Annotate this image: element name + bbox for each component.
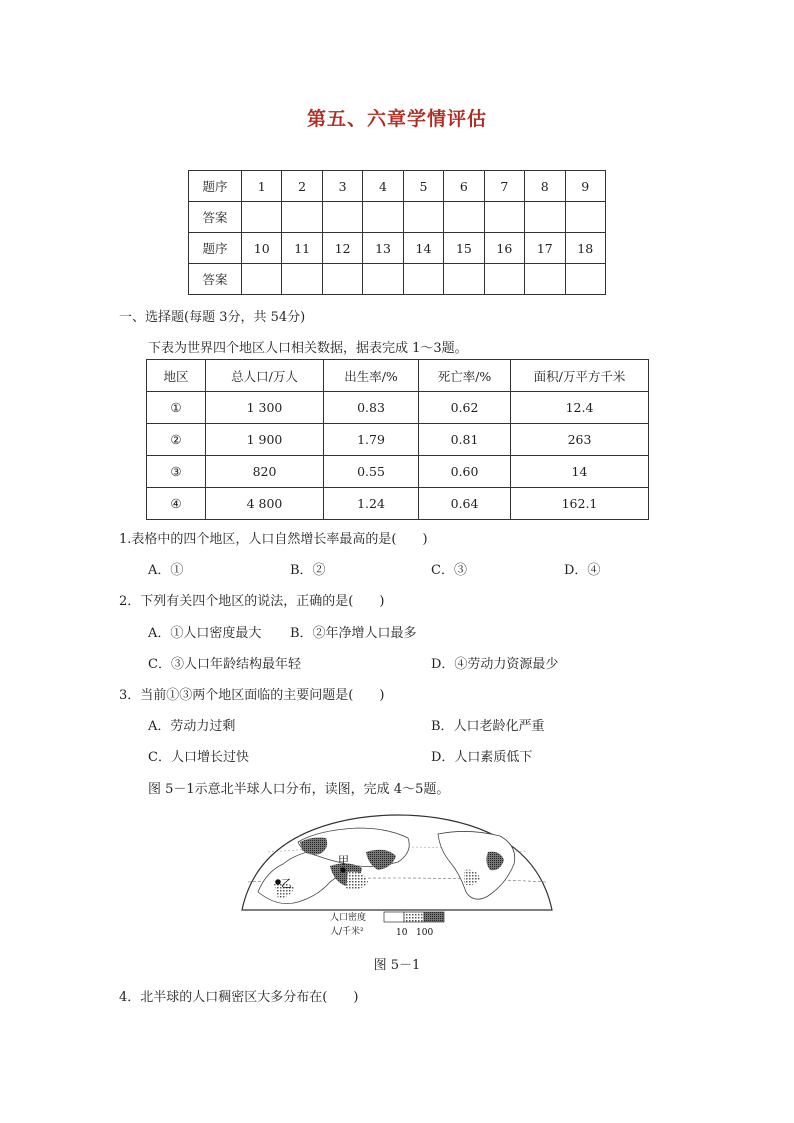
row-label: 答案: [189, 264, 242, 295]
point-jia: [340, 867, 346, 873]
question-intro: 下表为世界四个地区人口相关数据，据表完成 1～3题。: [148, 341, 468, 356]
question-number: 4: [363, 171, 403, 202]
answer-cell[interactable]: [242, 264, 282, 295]
answer-cell[interactable]: [363, 264, 403, 295]
question-stem: 3．当前①③两个地区面临的主要问题是( ): [119, 688, 385, 703]
table-cell: ③: [147, 456, 206, 488]
legend-value: 10: [396, 928, 408, 938]
column-header: 面积/万平方千米: [511, 360, 649, 392]
answer-cell[interactable]: [242, 202, 282, 233]
question-stem: 4．北半球的人口稠密区大多分布在( ): [119, 990, 359, 1005]
legend-unit: 人/千米²: [330, 927, 364, 937]
option-a[interactable]: A．①人口密度最大: [148, 626, 262, 641]
question-number: 2: [282, 171, 322, 202]
answer-cell[interactable]: [403, 264, 443, 295]
question-stem: 1.表格中的四个地区，人口自然增长率最高的是( ): [119, 532, 428, 547]
column-header: 出生率/%: [324, 360, 419, 392]
question-number: 11: [282, 233, 322, 264]
table-cell: 14: [511, 456, 649, 488]
question-intro: 图 5－1示意北半球人口分布，读图，完成 4～5题。: [148, 782, 450, 797]
table-cell: 263: [511, 424, 649, 456]
table-row: [147, 392, 649, 424]
answer-cell[interactable]: [525, 202, 565, 233]
answer-cell[interactable]: [565, 202, 606, 233]
table-row: [189, 264, 606, 295]
question-number: 5: [403, 171, 443, 202]
row-label: 答案: [189, 202, 242, 233]
question-number: 1: [242, 171, 282, 202]
table-cell: 1.79: [324, 424, 419, 456]
question-number: 6: [444, 171, 484, 202]
question-number: 15: [444, 233, 484, 264]
table-row: [147, 488, 649, 520]
column-header: 地区: [147, 360, 206, 392]
answer-cell[interactable]: [282, 202, 322, 233]
answer-cell[interactable]: [525, 264, 565, 295]
answer-cell[interactable]: [484, 264, 524, 295]
question-number: 18: [565, 233, 606, 264]
option-a[interactable]: A．劳动力过剩: [148, 719, 236, 734]
answer-cell[interactable]: [565, 264, 606, 295]
answer-cell[interactable]: [363, 202, 403, 233]
table-cell: 1 900: [206, 424, 324, 456]
answer-cell[interactable]: [322, 202, 362, 233]
answer-cell[interactable]: [322, 264, 362, 295]
answer-cell[interactable]: [444, 264, 484, 295]
answer-cell[interactable]: [444, 202, 484, 233]
legend-swatch-medium: [404, 912, 424, 922]
population-table: [146, 359, 649, 520]
table-row: [189, 171, 606, 202]
question-number: 8: [525, 171, 565, 202]
legend-swatch-light: [384, 912, 404, 922]
point-yi: [275, 879, 281, 885]
answer-cell[interactable]: [282, 264, 322, 295]
option-b[interactable]: B．②年净增人口最多: [290, 626, 417, 641]
table-cell: 12.4: [511, 392, 649, 424]
question-number: 3: [322, 171, 362, 202]
table-cell: 0.83: [324, 392, 419, 424]
table-header-row: [147, 360, 649, 392]
table-cell: ①: [147, 392, 206, 424]
question-number: 14: [403, 233, 443, 264]
column-header: 死亡率/%: [419, 360, 511, 392]
population-map-figure: [238, 812, 556, 942]
answer-cell[interactable]: [403, 202, 443, 233]
section-heading: 一、选择题(每题 3分，共 54分): [119, 310, 306, 325]
table-cell: 0.81: [419, 424, 511, 456]
table-row: [189, 202, 606, 233]
table-row: [189, 233, 606, 264]
question-number: 16: [484, 233, 524, 264]
table-cell: 0.60: [419, 456, 511, 488]
question-number: 10: [242, 233, 282, 264]
table-cell: 4 800: [206, 488, 324, 520]
question-number: 13: [363, 233, 403, 264]
table-cell: 0.55: [324, 456, 419, 488]
column-header: 总人口/万人: [206, 360, 324, 392]
table-row: [147, 424, 649, 456]
option-b[interactable]: B．人口老龄化严重: [431, 719, 545, 734]
label-yi: 乙: [281, 877, 292, 890]
option-c[interactable]: C．③: [431, 563, 467, 578]
legend-swatch-dense: [424, 912, 444, 922]
legend-title: 人口密度: [330, 913, 367, 923]
answer-cell[interactable]: [484, 202, 524, 233]
question-number: 12: [322, 233, 362, 264]
table-cell: 1 300: [206, 392, 324, 424]
option-d[interactable]: D．人口素质低下: [431, 750, 533, 765]
table-cell: 1.24: [324, 488, 419, 520]
table-cell: ④: [147, 488, 206, 520]
question-number: 9: [565, 171, 606, 202]
table-cell: 0.64: [419, 488, 511, 520]
option-c[interactable]: C．人口增长过快: [148, 750, 249, 765]
table-cell: 820: [206, 456, 324, 488]
page-title: 第五、六章学情评估: [306, 108, 487, 130]
option-d[interactable]: D．④: [564, 563, 601, 578]
table-row: [147, 456, 649, 488]
option-b[interactable]: B．②: [290, 563, 326, 578]
option-a[interactable]: A．①: [148, 563, 184, 578]
northern-hemisphere-map: [238, 812, 556, 942]
question-stem: 2．下列有关四个地区的说法，正确的是( ): [119, 594, 385, 609]
question-number: 17: [525, 233, 565, 264]
row-label: 题序: [189, 171, 242, 202]
table-cell: 162.1: [511, 488, 649, 520]
option-c[interactable]: C．③人口年龄结构最年轻: [148, 657, 301, 672]
legend-value: 100: [416, 928, 434, 938]
figure-caption: 图 5－1: [373, 958, 421, 973]
option-d[interactable]: D．④劳动力资源最少: [431, 657, 559, 672]
answer-table: [188, 170, 606, 295]
label-jia: 甲: [338, 854, 349, 867]
question-number: 7: [484, 171, 524, 202]
row-label: 题序: [189, 233, 242, 264]
table-cell: ②: [147, 424, 206, 456]
table-cell: 0.62: [419, 392, 511, 424]
